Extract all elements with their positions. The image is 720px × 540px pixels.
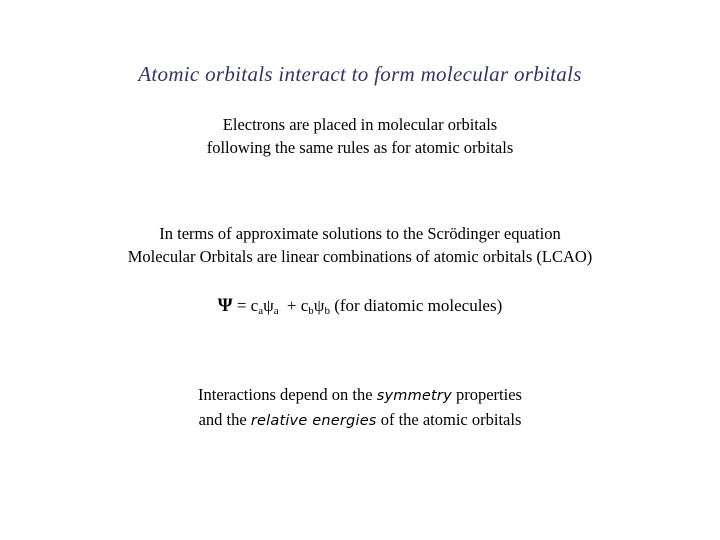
text-run: properties — [451, 385, 522, 404]
paragraph-line: In terms of approximate solutions to the Scrödinger equation — [159, 224, 561, 243]
equation-plus: + — [282, 296, 301, 315]
lcao-equation — [0, 294, 720, 318]
paragraph-line: Molecular Orbitals are linear combinations of atomic orbitals (LCAO) — [127, 247, 593, 266]
paragraph-lcao — [0, 222, 720, 268]
equation-note: (for diatomic molecules) — [329, 296, 503, 315]
paragraph-electron-placement — [0, 113, 720, 159]
text-run: Interactions depend on the — [198, 385, 377, 404]
equation-equals: = — [232, 296, 251, 315]
paragraph-line: Electrons are placed in molecular orbitals — [222, 115, 498, 134]
text-run: of the atomic orbitals — [376, 410, 522, 429]
equation-psi: Ψ — [217, 295, 233, 316]
equation-psi-a: ψ — [263, 296, 274, 315]
equation-coef-b: c — [300, 296, 309, 315]
text-run: and the — [198, 410, 251, 429]
paragraph-line — [0, 408, 720, 433]
equation-sub: a — [273, 305, 279, 317]
equation-sub: a — [258, 305, 264, 317]
slide-title: Atomic orbitals interact to form molecular orbitals — [138, 62, 582, 86]
emphasis-symmetry: symmetry — [376, 388, 452, 404]
emphasis-relative-energies: relative energies — [250, 413, 377, 429]
equation-coef-a: c — [250, 296, 259, 315]
paragraph-line: following the same rules as for atomic orbitals — [206, 138, 514, 157]
equation-sub: b — [324, 305, 330, 317]
equation-psi-b: ψ — [313, 296, 325, 315]
paragraph-line — [0, 383, 720, 408]
paragraph-interactions — [0, 383, 720, 433]
equation-sub: b — [308, 305, 314, 317]
